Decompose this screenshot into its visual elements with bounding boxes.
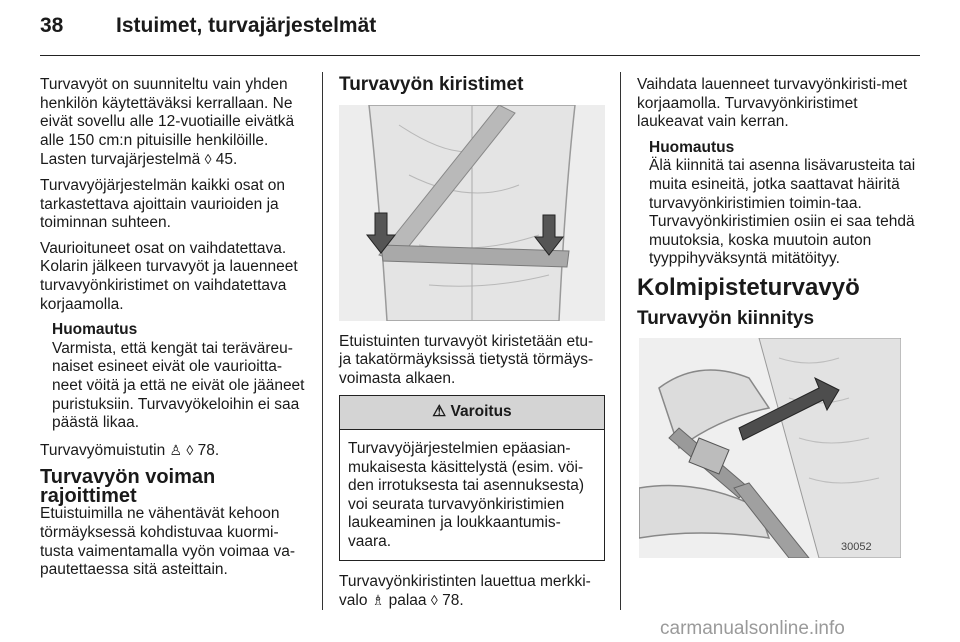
figure-code: 30052 bbox=[841, 541, 872, 554]
page-reference: 78. bbox=[442, 592, 464, 610]
paragraph bbox=[40, 441, 308, 461]
seatbelt-reminder-icon: ♙ bbox=[169, 441, 183, 458]
paragraph: Etuistuinten turvavyöt kiristetään etu-ja takatörmäyksissä tietystä törmäys-voimasta alkaen. bbox=[339, 332, 594, 387]
section-heading: Turvavyön kiristimet bbox=[339, 74, 524, 95]
page-number: 38 bbox=[40, 14, 64, 37]
page-reference-icon: ◊ bbox=[204, 151, 212, 168]
paragraph: Etuistuimilla ne vähentävät kehoon törmäyksessä kohdistuvaa kuormi-tusta vaimentamalla vyön voimaa va-pautettaessa sitä asteittain. bbox=[40, 505, 296, 579]
text: palaa bbox=[388, 592, 427, 610]
column-divider-1 bbox=[322, 72, 323, 610]
text: Turvavyönkiristinten lauettua merkki-valo bbox=[339, 572, 591, 610]
note-text: Älä kiinnitä tai asenna lisävarusteita tai muita esineitä, jotka saattavat häiritä turvavyönkiristimien toimin-taa. Turvavyönkiristimien osiin ei saa tehdä muutoksia, koska muutoin auton tyyppihyväksyntä mitätöityy. bbox=[649, 157, 916, 268]
watermark: carmanualsonline.info bbox=[660, 618, 845, 639]
warning-box bbox=[339, 395, 605, 560]
column-3 bbox=[637, 76, 922, 558]
header-rule bbox=[40, 55, 920, 56]
paragraph bbox=[339, 573, 605, 611]
page-reference: 78. bbox=[197, 441, 220, 459]
paragraph: Vaihdata lauenneet turvavyönkiristi-met korjaamolla. Turvavyönkiristimet laukeavat vain kerran. bbox=[637, 76, 908, 131]
note-box bbox=[52, 321, 308, 433]
column-2 bbox=[339, 76, 605, 618]
note-title: Huomautus bbox=[649, 138, 735, 156]
paragraph: Turvavyöjärjestelmän kaikki osat on tarkastettava ajoittain vaurioiden ja toiminnan suhteen. bbox=[40, 176, 285, 232]
note-title: Huomautus bbox=[52, 321, 138, 339]
page-header bbox=[40, 14, 376, 38]
paragraph bbox=[40, 76, 308, 170]
column-1 bbox=[40, 76, 308, 587]
section-heading: Turvavyön voiman rajoittimet bbox=[40, 466, 216, 507]
warning-text: Turvavyöjärjestelmien epäasian-mukaisesta käsittelystä (esim. vöi-den irrotuksesta tai asennuksesta) voi seurata turvavyönkiristimien laukeaminen ja loukkaantumis-vaara. bbox=[348, 439, 585, 550]
buckle-illustration bbox=[639, 338, 901, 558]
warning-title: Varoitus bbox=[450, 403, 512, 421]
paragraph: Vaurioituneet osat on vaihdatettava. Kolarin jälkeen turvavyöt ja lauenneet turvavyönkiristimet on vaihdatettava korjaamolla. bbox=[40, 239, 298, 313]
airbag-warning-light-icon: ♗ bbox=[371, 592, 385, 609]
note-text: Varmista, että kengät tai teräväreu-naiset esineet eivät ole vaurioitta-neet vöitä ja että ne eivät ole jääneet puristuksiin. Turvavyökeloihin ei saa päästä likaa. bbox=[52, 339, 305, 432]
warning-triangle-icon: ⚠ bbox=[432, 403, 447, 421]
chapter-heading: Kolmipisteturvavyö bbox=[637, 273, 860, 301]
text: Turvavyömuistutin bbox=[40, 441, 166, 459]
page-reference-icon: ◊ bbox=[430, 592, 438, 609]
pretensioner-illustration bbox=[339, 105, 605, 321]
page-title: Istuimet, turvajärjestelmät bbox=[116, 14, 377, 37]
column-divider-2 bbox=[620, 72, 621, 610]
page-reference-icon: ◊ bbox=[186, 441, 194, 458]
warning-header bbox=[340, 396, 604, 430]
page-reference: 45. bbox=[215, 151, 238, 169]
note-box bbox=[649, 139, 922, 269]
text: Turvavyöt on suunniteltu vain yhden henkilön käytettäväksi kerrallaan. Ne eivät sovellu alle 12-vuotiaille eivätkä alle 150 cm:n pituisille henkilöille. Lasten turvajärjestelmä bbox=[40, 76, 295, 169]
section-heading: Turvavyön kiinnitys bbox=[637, 307, 815, 329]
